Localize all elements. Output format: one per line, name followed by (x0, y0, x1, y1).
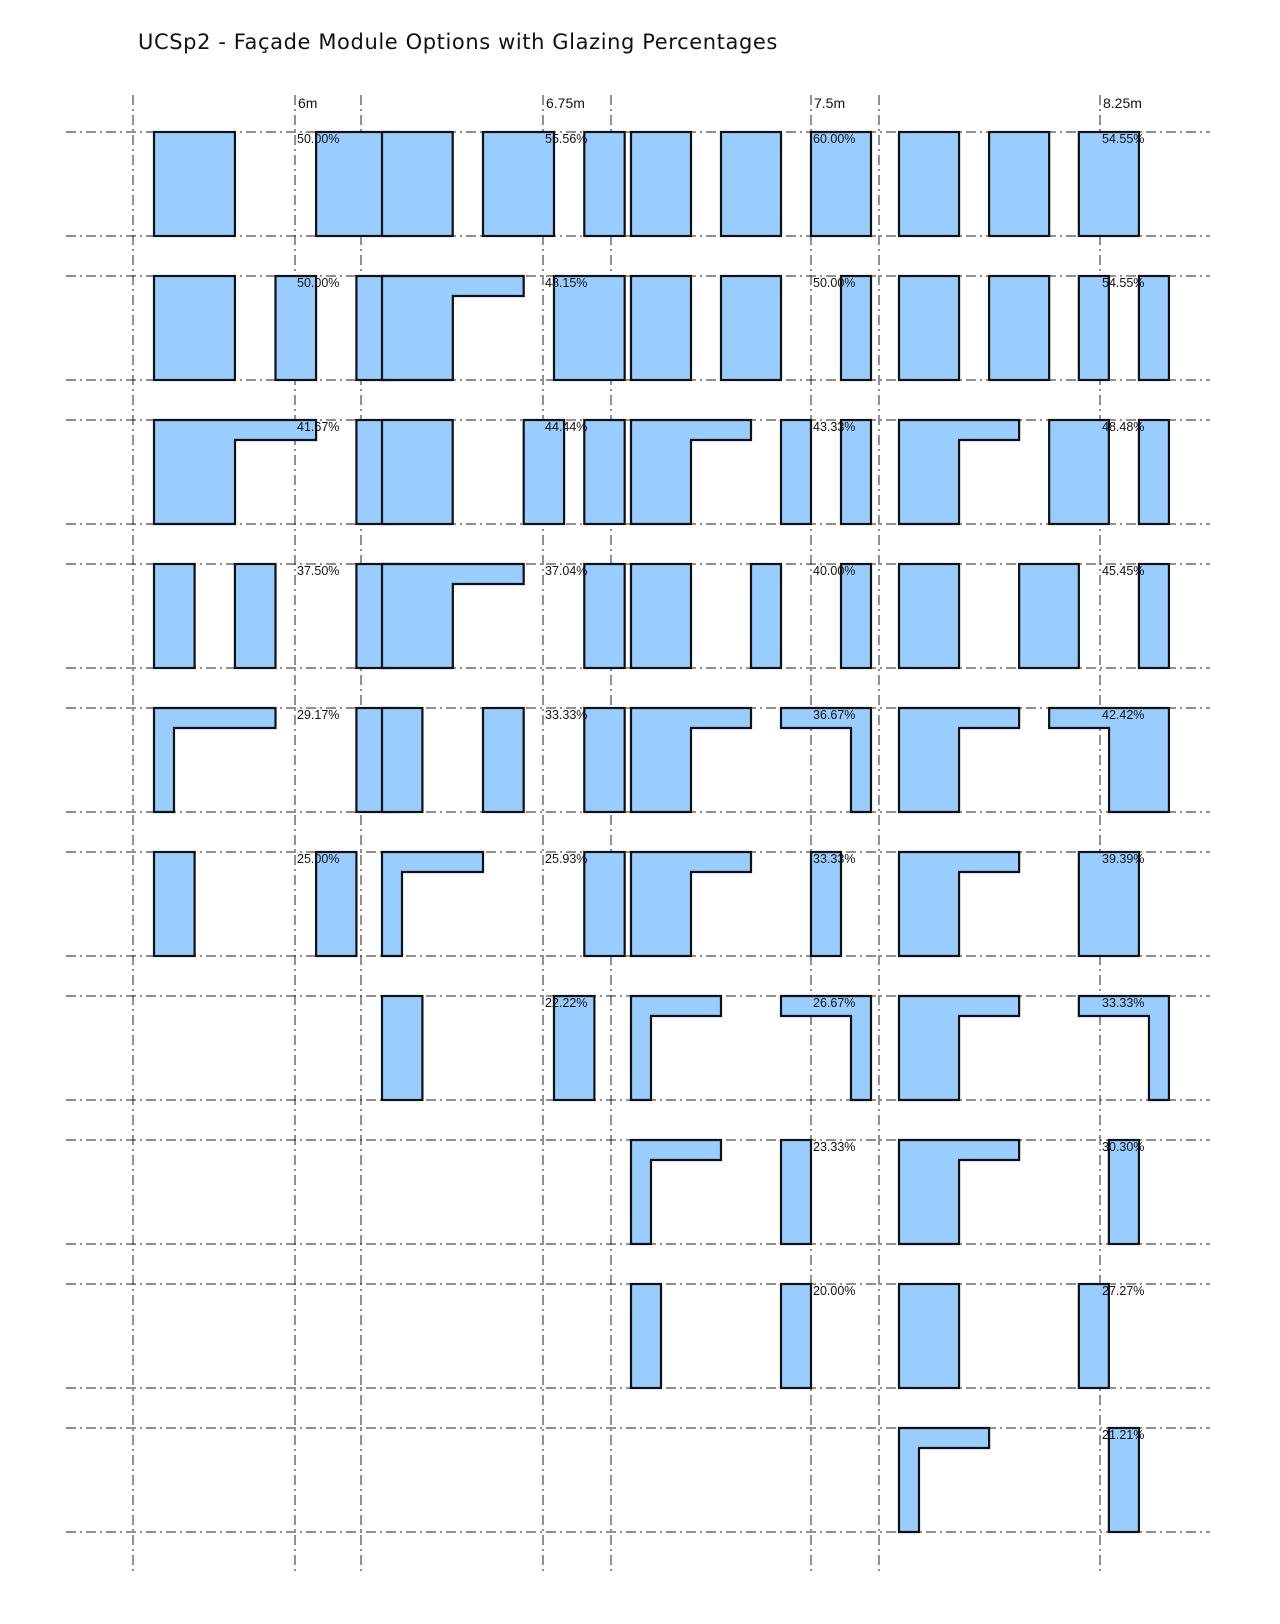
window-pane-l-shaped (899, 1140, 1019, 1244)
glazing-percentage-label: 25.93% (545, 852, 588, 866)
glazing-percentage-label: 30.30% (1102, 1140, 1145, 1154)
window-pane (899, 1284, 959, 1388)
window-pane (154, 852, 195, 956)
window-pane (483, 708, 524, 812)
window-pane-l-shaped (382, 276, 524, 380)
column-width-label: 6m (298, 95, 318, 111)
window-pane (524, 420, 564, 524)
glazing-percentage-label: 25.00% (297, 852, 340, 866)
window-pane (1019, 564, 1079, 668)
window-pane-l-shaped (382, 564, 524, 668)
window-pane-l-shaped (899, 852, 1019, 956)
glazing-percentage-label: 29.17% (297, 708, 340, 722)
glazing-percentage-label: 33.33% (545, 708, 588, 722)
glazing-percentage-label: 36.67% (813, 708, 856, 722)
glazing-percentage-label: 42.42% (1102, 708, 1145, 722)
window-pane-l-shaped (631, 1140, 721, 1244)
window-pane (781, 1284, 811, 1388)
window-pane-l-shaped (781, 996, 871, 1100)
glazing-percentage-label: 27.27% (1102, 1284, 1145, 1298)
glazing-percentage-label: 22.22% (545, 996, 588, 1010)
window-pane (1079, 852, 1139, 956)
glazing-percentage-label: 44.44% (545, 420, 588, 434)
glazing-percentage-label: 41.67% (297, 420, 340, 434)
glazing-percentage-label: 33.33% (813, 852, 856, 866)
window-pane (382, 132, 453, 236)
glazing-percentage-label: 37.04% (545, 564, 588, 578)
glazing-percentage-label: 60.00% (813, 132, 856, 146)
diagram-title: UCSp2 - Façade Module Options with Glazing Percentages (138, 30, 778, 54)
window-pane-l-shaped (781, 708, 871, 812)
window-pane (1139, 276, 1169, 380)
glazing-percentage-label: 20.00% (813, 1284, 856, 1298)
window-pane-l-shaped (1079, 996, 1169, 1100)
window-pane-l-shaped (899, 996, 1019, 1100)
window-pane-l-shaped (382, 852, 483, 956)
window-pane (631, 132, 691, 236)
window-pane (154, 564, 195, 668)
window-pane (1109, 1140, 1139, 1244)
window-pane (811, 132, 871, 236)
glazing-percentage-label: 33.33% (1102, 996, 1145, 1010)
window-pane (154, 276, 235, 380)
glazing-percentage-label: 23.33% (813, 1140, 856, 1154)
window-pane (751, 564, 781, 668)
window-pane (841, 564, 871, 668)
window-pane (382, 996, 422, 1100)
window-pane-l-shaped (631, 852, 751, 956)
window-pane (154, 132, 235, 236)
window-pane-l-shaped (154, 708, 276, 812)
window-pane-l-shaped (899, 420, 1019, 524)
window-pane (631, 1284, 661, 1388)
window-pane (235, 564, 276, 668)
glazing-percentage-label: 55.56% (545, 132, 588, 146)
window-pane (1079, 1284, 1109, 1388)
glazing-percentage-label: 45.45% (1102, 564, 1145, 578)
window-pane-l-shaped (631, 708, 751, 812)
glazing-percentage-label: 40.00% (813, 564, 856, 578)
window-pane-l-shaped (899, 708, 1019, 812)
glazing-percentage-label: 54.55% (1102, 276, 1145, 290)
window-pane (1049, 420, 1109, 524)
glazing-percentage-label: 48.48% (1102, 420, 1145, 434)
glazing-percentage-label: 50.00% (813, 276, 856, 290)
window-pane (899, 564, 959, 668)
window-pane (584, 420, 624, 524)
window-pane (631, 564, 691, 668)
window-pane (584, 132, 624, 236)
window-pane (1139, 420, 1169, 524)
window-pane (781, 1140, 811, 1244)
window-pane (899, 276, 959, 380)
window-pane (554, 996, 594, 1100)
window-pane (584, 852, 624, 956)
window-pane (382, 420, 453, 524)
window-pane (276, 276, 317, 380)
glazing-percentage-label: 26.67% (813, 996, 856, 1010)
window-pane (781, 420, 811, 524)
window-pane-l-shaped (899, 1428, 989, 1532)
window-modules (154, 132, 1169, 1532)
window-pane (1079, 276, 1109, 380)
glazing-percentage-label: 37.50% (297, 564, 340, 578)
glazing-percentage-label: 48.15% (545, 276, 588, 290)
glazing-percentage-label: 43.33% (813, 420, 856, 434)
window-pane (382, 708, 422, 812)
column-width-label: 8.25m (1103, 95, 1142, 111)
glazing-percentage-label: 39.39% (1102, 852, 1145, 866)
window-pane (631, 276, 691, 380)
window-pane (899, 132, 959, 236)
window-pane (1139, 564, 1169, 668)
window-pane-l-shaped (631, 996, 721, 1100)
window-pane (989, 276, 1049, 380)
column-width-label: 7.5m (814, 95, 846, 111)
window-pane (841, 420, 871, 524)
window-pane (584, 708, 624, 812)
column-width-label: 6.75m (546, 95, 585, 111)
glazing-percentage-label: 50.00% (297, 276, 340, 290)
window-pane (316, 852, 356, 956)
window-pane (721, 132, 781, 236)
window-pane (841, 276, 871, 380)
glazing-percentage-label: 21.21% (1102, 1428, 1145, 1442)
window-pane (721, 276, 781, 380)
window-pane (584, 564, 624, 668)
window-pane (483, 132, 554, 236)
window-pane (1079, 132, 1139, 236)
window-pane (811, 852, 841, 956)
window-pane (989, 132, 1049, 236)
window-pane (554, 276, 625, 380)
window-pane-l-shaped (1049, 708, 1169, 812)
glazing-percentage-label: 50.00% (297, 132, 340, 146)
window-pane-l-shaped (631, 420, 751, 524)
window-pane (1109, 1428, 1139, 1532)
glazing-percentage-label: 54.55% (1102, 132, 1145, 146)
window-pane-l-shaped (154, 420, 316, 524)
